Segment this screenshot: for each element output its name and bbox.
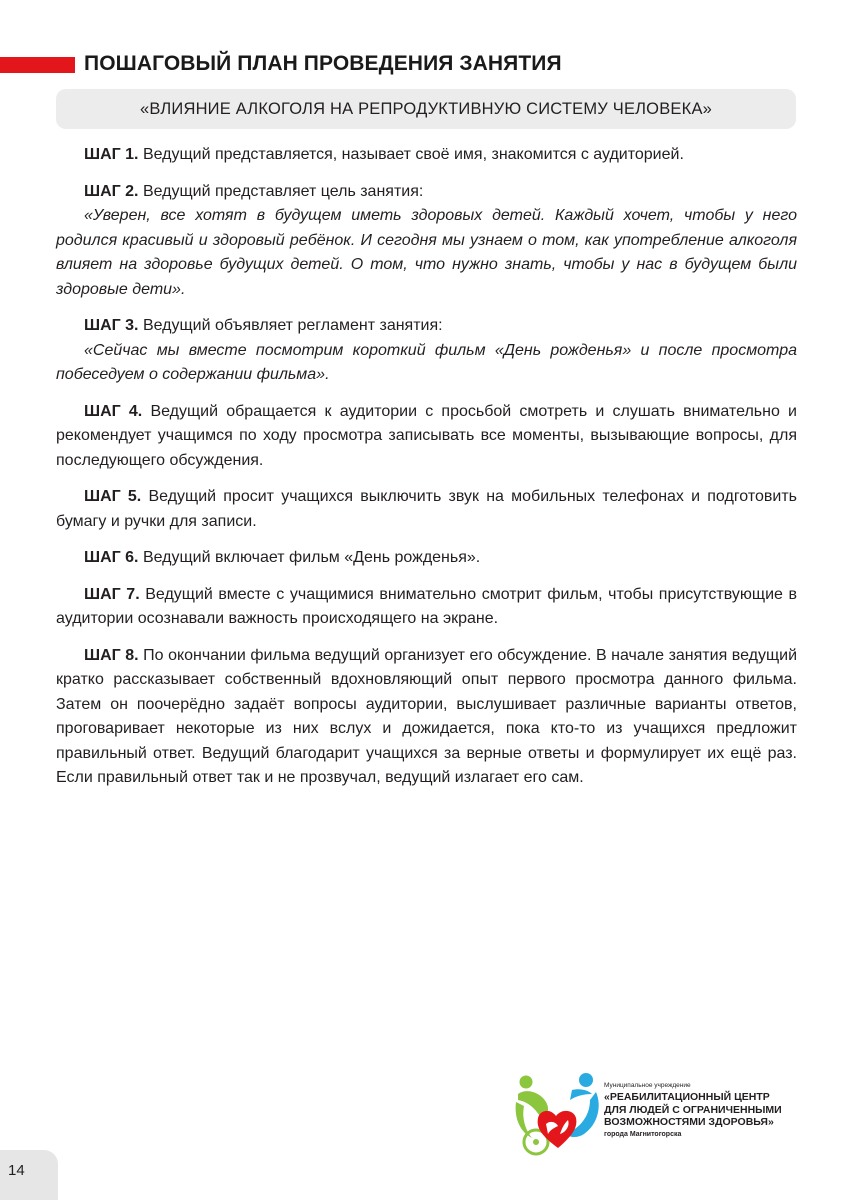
step-text: Ведущий просит учащихся выключить звук на мобильных телефонах и подготовить бумагу и ручки для записи. [56, 488, 797, 530]
step-text: Ведущий включает фильм «День рожденья». [138, 549, 481, 566]
step-5 [56, 485, 797, 534]
step-label: ШАГ 7. [84, 585, 140, 603]
lesson-topic-text: «ВЛИЯНИЕ АЛКОГОЛЯ НА РЕПРОДУКТИВНУЮ СИСТЕМУ ЧЕЛОВЕКА» [139, 99, 713, 118]
step-label: ШАГ 1. [84, 146, 139, 163]
step-text: Ведущий представляется, называет своё имя, знакомится с аудиторией. [138, 146, 684, 163]
org-city: города Магнитогорска [604, 1130, 682, 1138]
step-quote: «Сейчас мы вместе посмотрим короткий фильм «День рожденья» и после просмотра побеседуем о содержании фильма». [56, 341, 797, 383]
step-6 [56, 546, 797, 571]
step-7 [56, 583, 797, 632]
org-name-line: ВОЗМОЖНОСТЯМИ ЗДОРОВЬЯ» [604, 1116, 774, 1128]
step-line [56, 400, 797, 474]
step-quote: «Уверен, все хотят в будущем иметь здоровых детей. Каждый хочет, чтобы у него родился красивый и здоровый ребёнок. И сегодня мы узнаем о том, как употребление алкоголя влияет на здоровье будущих детей. О том, что нужно знать, чтобы у нас в будущем были здоровые дети». [56, 207, 797, 298]
page-number: 14 [8, 1162, 25, 1179]
step-4 [56, 400, 797, 474]
org-name-line: «РЕАБИЛИТАЦИОННЫЙ ЦЕНТР [604, 1091, 770, 1103]
step-line [56, 180, 797, 205]
page-number-tab [0, 1150, 58, 1200]
title-accent-bar [0, 57, 75, 73]
step-1 [56, 143, 797, 168]
rehab-center-logo-icon [512, 1072, 602, 1158]
step-label: ШАГ 8. [84, 646, 139, 664]
organization-block [604, 1082, 824, 1139]
step-line [56, 546, 797, 571]
step-text: По окончании фильма ведущий организует его обсуждение. В начале занятия ведущий кратко рассказывает собственный вдохновляющий опыт первого просмотра данного фильма. Затем он поочерёдно задаёт вопросы аудитории, выслушивает различные варианты ответов, проговаривает некоторые из них вслух и дожидается, пока кто-то из учащихся предложит правильный ответ. Ведущий благодарит учащихся за верные ответы и формулирует их ещё раз. Если правильный ответ так и не прозвучал, ведущий излагает его сам. [56, 646, 798, 786]
step-2 [56, 180, 797, 303]
step-line [56, 485, 797, 534]
step-text: Ведущий обращается к аудитории с просьбой смотреть и слушать внимательно и рекомендует учащимся по ходу просмотра записывать все моменты, вызывающие вопросы, для последующего обсуждения. [56, 402, 797, 469]
step-label: ШАГ 4. [84, 402, 143, 420]
lesson-topic-banner [56, 89, 796, 129]
org-name-line: ДЛЯ ЛЮДЕЙ С ОГРАНИЧЕННЫМИ [604, 1103, 782, 1116]
org-prefix: Муниципальное учреждение [604, 1082, 691, 1089]
step-line [56, 583, 797, 632]
step-label: ШАГ 5. [84, 488, 142, 505]
step-line [56, 644, 797, 791]
step-line [56, 314, 797, 339]
step-3 [56, 314, 797, 388]
step-text: Ведущий представляет цель занятия: [138, 182, 424, 200]
step-line [56, 143, 797, 168]
step-label: ШАГ 2. [84, 182, 139, 200]
step-label: ШАГ 6. [84, 549, 139, 566]
step-text: Ведущий вместе с учащимися внимательно смотрит фильм, чтобы присутствующие в аудитории осознавали важность происходящего на экране. [56, 585, 797, 627]
page-title: ПОШАГОВЫЙ ПЛАН ПРОВЕДЕНИЯ ЗАНЯТИЯ [84, 52, 562, 75]
step-label: ШАГ 3. [84, 317, 139, 334]
step-8 [56, 644, 797, 791]
org-name [604, 1091, 824, 1129]
step-text: Ведущий объявляет регламент занятия: [138, 317, 443, 334]
steps-list [56, 143, 797, 803]
